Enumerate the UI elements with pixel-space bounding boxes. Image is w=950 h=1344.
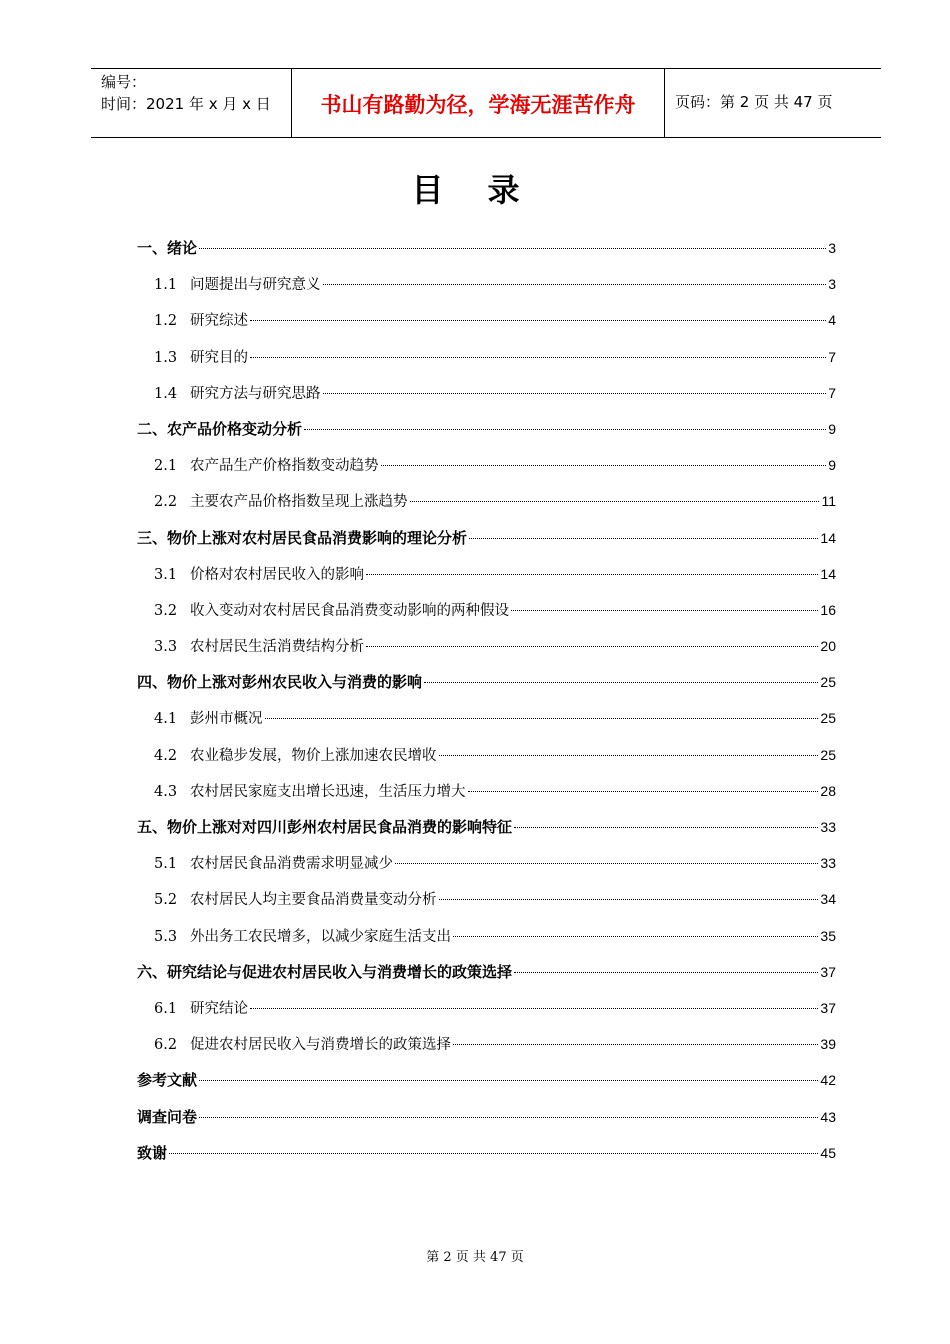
toc-entry-label: 价格对农村居民收入的影响	[190, 566, 364, 583]
toc-dot-leader	[410, 501, 820, 502]
toc-entry-label: 研究结论	[190, 1000, 248, 1017]
toc-entry-label: 研究综述	[190, 313, 248, 330]
toc-entry-title	[137, 664, 422, 700]
toc-entry-number: 3.2	[154, 602, 178, 619]
toc-dot-leader	[250, 320, 826, 321]
toc-entry-label: 农产品生产价格指数变动趋势	[190, 458, 379, 475]
toc-entry-title	[154, 448, 379, 484]
toc-entry-title	[154, 376, 321, 412]
page-title: 目录	[411, 171, 564, 209]
toc-entry-number: 5.3	[154, 928, 178, 945]
toc-entry[interactable]	[137, 628, 836, 664]
toc-entry-page: 45	[820, 1144, 836, 1161]
toc-entry-title	[154, 846, 393, 882]
toc-dot-leader	[366, 646, 818, 647]
toc-entry-label: 促进农村居民收入与消费增长的政策选择	[190, 1037, 451, 1054]
header-meta-cell	[91, 69, 292, 137]
toc-entry-page: 25	[820, 674, 836, 691]
toc-entry[interactable]	[137, 230, 836, 266]
toc-entry-number: 1.3	[154, 349, 178, 366]
toc-entry-title	[154, 340, 248, 376]
toc-entry[interactable]	[137, 339, 836, 375]
toc-entry-label: 农业稳步发展，物价上涨加速农民增收	[190, 747, 437, 764]
toc-entry-number: 1.2	[154, 313, 178, 330]
toc-entry-number: 5.1	[154, 856, 178, 873]
toc-entry-page: 37	[820, 999, 836, 1016]
toc-entry[interactable]	[137, 954, 836, 990]
toc-entry[interactable]	[137, 737, 836, 773]
toc-dot-leader	[250, 357, 826, 358]
toc-entry-page: 7	[828, 348, 836, 365]
toc-entry-label: 参考文献	[137, 1071, 198, 1090]
toc-entry-title	[154, 991, 248, 1027]
toc-entry-label: 一、绪论	[137, 239, 198, 257]
toc-entry-title	[137, 954, 512, 990]
document-time-label: 时间：2021 年 x 月 x 日	[101, 95, 271, 113]
toc-dot-leader	[265, 718, 819, 719]
toc-entry-title	[154, 701, 263, 737]
toc-entry[interactable]	[137, 1026, 836, 1062]
toc-entry-number: 3.1	[154, 566, 178, 583]
toc-entry-label: 三、物价上涨对农村居民食品消费影响的理论分析	[137, 528, 468, 547]
toc-entry-label: 四、物价上涨对彭州农民收入与消费的影响	[137, 673, 423, 692]
header-motto: 书山有路勤为径，学海无涯苦作舟	[292, 69, 665, 137]
toc-dot-leader	[439, 755, 819, 756]
toc-entry[interactable]	[137, 447, 836, 483]
toc-dot-leader	[199, 1117, 818, 1118]
toc-dot-leader	[381, 465, 827, 466]
toc-dot-leader	[250, 1008, 818, 1009]
toc-entry[interactable]	[137, 1062, 836, 1098]
toc-dot-leader	[366, 574, 818, 575]
toc-entry-label: 农村居民人均主要食品消费量变动分析	[190, 892, 437, 909]
toc-entry-page: 33	[820, 819, 836, 835]
toc-entry-page: 34	[820, 891, 836, 908]
toc-entry-title	[137, 809, 512, 845]
toc-entry-label: 二、农产品价格变动分析	[137, 419, 303, 438]
toc-entry-label: 农村居民生活消费结构分析	[190, 639, 364, 656]
toc-entry-number: 1.4	[154, 385, 178, 402]
toc-dot-leader	[323, 284, 827, 285]
toc-entry-number: 4.1	[154, 711, 178, 728]
toc-dot-leader	[453, 936, 818, 937]
toc-entry-page: 25	[820, 746, 836, 763]
toc-entry-page: 7	[828, 384, 836, 401]
toc-dot-leader	[439, 899, 819, 900]
toc-entry-page: 14	[820, 529, 836, 546]
toc-dot-leader	[453, 1044, 818, 1045]
toc-entry[interactable]	[137, 375, 836, 411]
toc-entry-title	[154, 774, 466, 810]
toc-entry[interactable]	[137, 592, 836, 628]
toc-entry[interactable]	[137, 302, 836, 338]
toc-entry[interactable]	[137, 700, 836, 736]
toc-entry-page: 9	[828, 420, 836, 437]
toc-entry-title	[154, 919, 451, 955]
toc-entry-label: 研究目的	[190, 349, 248, 366]
toc-entry-page: 37	[820, 963, 836, 980]
toc-dot-leader	[468, 791, 819, 792]
toc-entry-page: 20	[820, 638, 836, 655]
toc-entry[interactable]	[137, 411, 836, 447]
toc-entry[interactable]	[137, 845, 836, 881]
toc-entry[interactable]	[137, 990, 836, 1026]
toc-entry-title	[154, 593, 509, 629]
toc-entry-title	[137, 1099, 197, 1135]
toc-entry-title	[137, 1062, 197, 1098]
toc-entry[interactable]	[137, 1135, 836, 1171]
toc-entry-page: 35	[820, 927, 836, 944]
toc-entry-number: 6.1	[154, 1000, 178, 1017]
toc-entry-page: 11	[821, 493, 836, 510]
toc-entry-title	[137, 1135, 167, 1171]
toc-entry-title	[154, 484, 408, 520]
toc-dot-leader	[514, 972, 818, 973]
toc-entry-title	[154, 738, 437, 774]
toc-entry[interactable]	[137, 483, 836, 519]
toc-entry-title	[154, 557, 364, 593]
toc-entry[interactable]	[137, 918, 836, 954]
toc-entry-title	[154, 303, 248, 339]
document-number-label: 编号：	[101, 73, 147, 91]
toc-dot-leader	[514, 827, 818, 828]
toc-entry-page: 33	[820, 855, 836, 872]
toc-entry-title	[154, 1027, 451, 1063]
toc-entry[interactable]	[137, 881, 836, 917]
toc-entry-page: 4	[828, 312, 836, 329]
toc-entry-label: 农村居民家庭支出增长迅速，生活压力增大	[190, 783, 466, 800]
toc-entry-label: 问题提出与研究意义	[190, 277, 321, 294]
toc-entry-label: 五、物价上涨对对四川彭州农村居民食品消费的影响特征	[137, 818, 513, 836]
toc-entry-number: 4.2	[154, 747, 178, 764]
toc-entry-number: 3.3	[154, 639, 178, 656]
toc-entry-title	[137, 520, 467, 556]
toc-entry-page: 43	[820, 1108, 836, 1125]
toc-entry-number: 4.3	[154, 783, 178, 800]
table-of-contents	[137, 230, 836, 1171]
toc-entry-page: 9	[828, 457, 836, 474]
toc-entry-number: 1.1	[154, 277, 178, 294]
toc-dot-leader	[169, 1153, 818, 1154]
toc-entry-title	[154, 267, 321, 303]
toc-dot-leader	[424, 682, 818, 683]
toc-entry-title	[154, 629, 364, 665]
toc-entry-page: 14	[820, 565, 836, 582]
toc-entry-label: 外出务工农民增多，以减少家庭生活支出	[190, 928, 451, 945]
toc-entry-page: 25	[820, 710, 836, 727]
toc-dot-leader	[395, 863, 818, 864]
toc-dot-leader	[304, 429, 826, 430]
toc-entry-label: 农村居民食品消费需求明显减少	[190, 856, 393, 873]
toc-entry-page: 3	[828, 276, 836, 293]
page-footer: 第 2 页 共 47 页	[426, 1250, 524, 1265]
toc-entry[interactable]	[137, 664, 836, 700]
toc-entry-number: 2.1	[154, 458, 178, 475]
toc-entry-label: 收入变动对农村居民食品消费变动影响的两种假设	[190, 602, 509, 619]
toc-entry-number: 5.2	[154, 892, 178, 909]
toc-entry[interactable]	[137, 773, 836, 809]
toc-dot-leader	[323, 393, 827, 394]
toc-entry-title	[154, 882, 437, 918]
toc-entry[interactable]	[137, 266, 836, 302]
toc-entry[interactable]	[137, 520, 836, 556]
toc-entry[interactable]	[137, 1099, 836, 1135]
toc-entry-label: 主要农产品价格指数呈现上涨趋势	[190, 494, 408, 511]
toc-entry-page: 28	[820, 782, 836, 799]
toc-dot-leader	[199, 1080, 818, 1081]
toc-entry-page: 3	[828, 240, 836, 256]
toc-entry-label: 调查问卷	[137, 1107, 198, 1126]
toc-entry[interactable]	[137, 809, 836, 845]
toc-entry-label: 研究方法与研究思路	[190, 385, 321, 402]
toc-entry-label: 彭州市概况	[190, 711, 263, 728]
toc-entry-page: 42	[820, 1072, 836, 1089]
header-page-label: 页码：第 2 页 共 47 页	[675, 93, 833, 111]
toc-entry-page: 39	[820, 1036, 836, 1053]
toc-entry-title	[137, 230, 197, 266]
toc-entry-page: 16	[820, 601, 836, 618]
toc-entry-number: 6.2	[154, 1037, 178, 1054]
page-header	[91, 68, 881, 138]
toc-dot-leader	[511, 610, 818, 611]
toc-dot-leader	[469, 538, 818, 539]
toc-entry-number: 2.2	[154, 494, 178, 511]
toc-entry-label: 致谢	[137, 1143, 168, 1162]
toc-dot-leader	[199, 248, 826, 249]
toc-entry-title	[137, 411, 302, 447]
toc-entry-label: 六、研究结论与促进农村居民收入与消费增长的政策选择	[137, 962, 513, 981]
toc-entry[interactable]	[137, 556, 836, 592]
